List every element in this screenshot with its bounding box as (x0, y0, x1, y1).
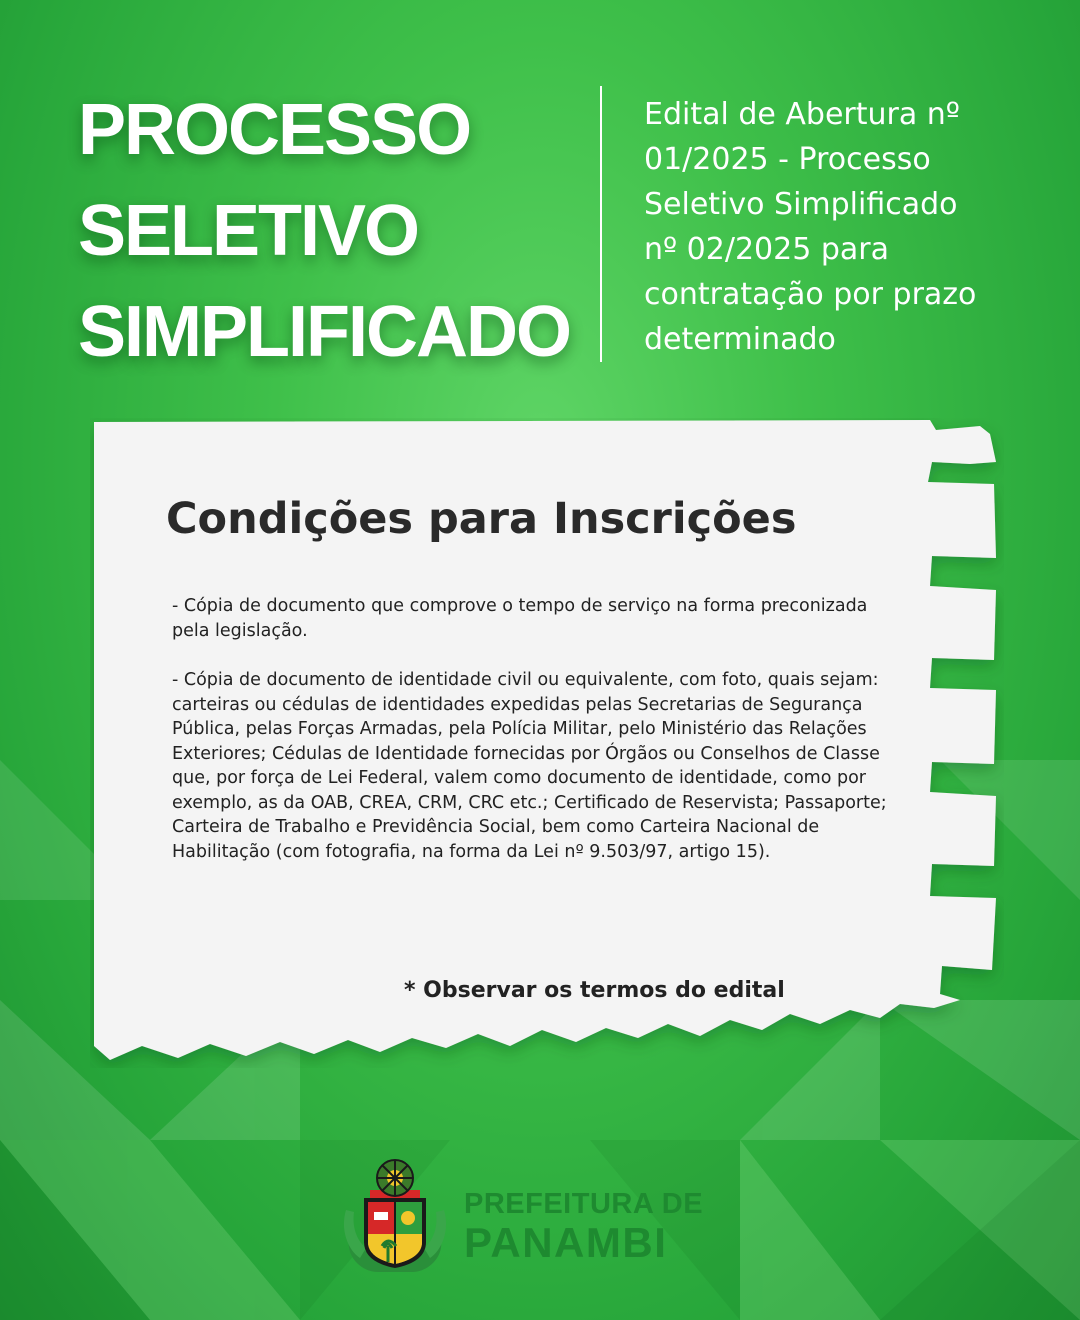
subtitle-line-6: determinado (644, 322, 836, 357)
title-line-2: SELETIVO (78, 191, 419, 271)
edital-note: * Observar os termos do edital (404, 978, 785, 1003)
header-divider (600, 86, 602, 362)
edital-subtitle (644, 92, 1064, 362)
subtitle-line-5: contratação por prazo (644, 277, 977, 312)
title-line-1: PROCESSO (78, 90, 471, 170)
subtitle-line-3: Seletivo Simplificado (644, 187, 958, 222)
requirement-item: - Cópia de documento que comprove o tempo de serviço na forma preconizada pela legislação. (172, 596, 868, 641)
subtitle-line-1: Edital de Abertura nº (644, 97, 960, 132)
requirement-item: - Cópia de documento de identidade civil ou equivalente, com foto, quais sejam: carteiras ou cédulas de identidades expedidas pelas Secretarias de Segurança Pública, pelas Forças Armadas, pela Polícia Militar, pelo Ministério das Relações Exteriores; Cédulas de Identidade fornecidas por Órgãos ou Conselhos de Classe que, por força de Lei Federal, valem como documento de identidade, como por exemplo, as da OAB, CREA, CRM, CRC etc.; Certificado de Reservista; Passaporte; Carteira de Trabalho e Previdência Social, bem como Carteira Nacional de Habilitação (com fotografia, na forma da Lei nº 9.503/97, artigo 15). (172, 670, 887, 862)
card-title: Condições para Inscrições (166, 494, 797, 544)
panambi-coat-of-arms-icon (340, 1150, 450, 1278)
brand-wordmark (464, 1188, 703, 1266)
brand-line-2: PANAMBI (464, 1219, 668, 1266)
subtitle-line-2: 01/2025 - Processo (644, 142, 931, 177)
title-line-3: SIMPLIFICADO (78, 292, 570, 372)
subtitle-line-4: nº 02/2025 para (644, 232, 889, 267)
page-title (78, 80, 598, 383)
brand-line-1: PREFEITURA DE (464, 1188, 704, 1220)
